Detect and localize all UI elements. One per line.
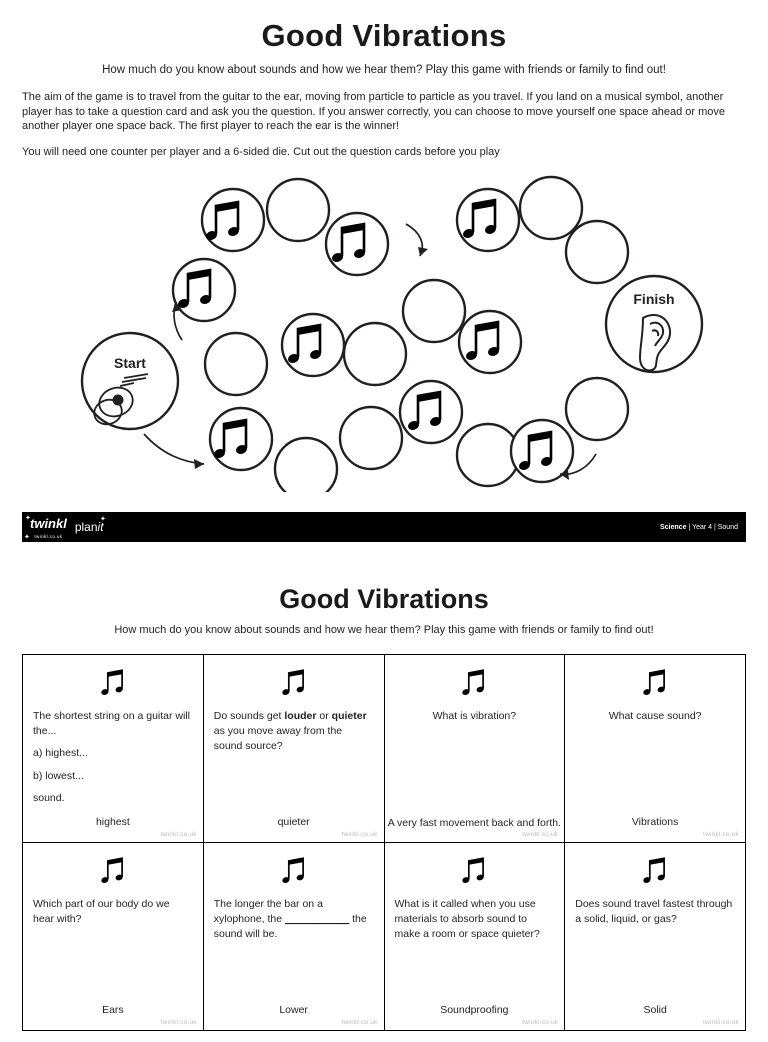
card-question: The longer the bar on a xylophone, the ___________ the sound will be.	[213, 898, 367, 941]
question-card-row	[23, 655, 746, 843]
card-question: What is it called when you use materials to absorb sound to make a room or space quieter?	[394, 898, 540, 941]
card-question: Do sounds get louder or quieter as you move away from the sound source?	[213, 710, 367, 753]
card-answer: A very fast movement back and forth.	[387, 816, 562, 829]
question-card[interactable]	[384, 655, 565, 843]
music-note-icon	[100, 853, 126, 887]
card-note-icon	[395, 665, 555, 699]
card-note-icon	[214, 665, 374, 699]
watermark: twinkl.co.uk	[522, 831, 559, 838]
twinkl-logo-url: twinkl.co.uk	[34, 534, 63, 539]
card-answer: Solid	[643, 1004, 667, 1016]
question-card[interactable]	[23, 655, 204, 843]
card-note-icon	[33, 853, 193, 887]
card-note-icon	[395, 853, 555, 887]
instructions-paragraph: The aim of the game is to travel from the guitar to the ear, moving from particle to particle as you travel. If you land on a musical symbol, another player has to take a question card and ask you the question. If you answer correctly, you can choose to move yourself one space ahead or move another player one space back. The first player to reach the ear is the winner!	[22, 91, 725, 133]
music-note-icon	[642, 853, 668, 887]
svg-text:Start: Start	[114, 354, 146, 371]
card-question: What cause sound?	[608, 710, 702, 722]
card-question: What is vibration?	[432, 710, 517, 722]
question-card[interactable]	[565, 843, 746, 1031]
card-note-icon	[575, 665, 735, 699]
watermark: twinkl.co.uk	[160, 831, 197, 838]
question-card[interactable]	[203, 843, 384, 1031]
worksheet-page-1	[0, 18, 768, 558]
card-answer: Soundproofing	[440, 1004, 509, 1016]
page2-title: Good Vibrations	[279, 584, 489, 614]
card-answer: highest	[95, 816, 130, 828]
planit-label: planit	[74, 520, 104, 534]
card-question: The shortest string on a guitar will the... a) highest... b) lowest... sound.	[33, 710, 190, 804]
worksheet-page-2	[0, 584, 768, 1031]
card-question: Does sound travel fastest through a solid, liquid, or gas?	[575, 898, 733, 926]
music-note-icon	[281, 853, 307, 887]
watermark: twinkl.co.uk	[341, 1019, 378, 1026]
page-subtitle: How much do you know about sounds and how we hear them? Play this game with friends or family to find out!	[102, 64, 666, 76]
card-note-icon	[214, 853, 374, 887]
card-question: Which part of our body do we hear with?	[33, 898, 170, 926]
banner-meta	[660, 524, 746, 531]
page-title: Good Vibrations	[261, 18, 507, 53]
watermark: twinkl.co.uk	[341, 831, 378, 838]
music-note-icon	[461, 665, 487, 699]
question-card[interactable]	[23, 843, 204, 1031]
music-note-icon	[281, 665, 307, 699]
music-note-icon	[100, 665, 126, 699]
footer-banner	[22, 512, 746, 542]
question-cards-table	[22, 654, 746, 1031]
watermark: twinkl.co.uk	[160, 1019, 197, 1026]
svg-text:Finish: Finish	[633, 290, 675, 307]
star-icon: ✦	[24, 534, 30, 541]
page2-subtitle: How much do you know about sounds and how we hear them? Play this game with friends or family to find out!	[114, 624, 654, 636]
card-note-icon	[575, 853, 735, 887]
watermark: twinkl.co.uk	[522, 1019, 559, 1026]
question-card-row	[23, 843, 746, 1031]
twinkl-logo-text: twinkl	[30, 516, 67, 531]
card-answer: quieter	[277, 816, 310, 828]
question-card[interactable]	[565, 655, 746, 843]
watermark: twinkl.co.uk	[703, 831, 739, 838]
game-board	[22, 162, 746, 492]
card-note-icon	[33, 665, 193, 699]
music-note-icon	[461, 853, 487, 887]
banner-meta-rest: | Year 4 | Sound	[688, 523, 738, 531]
card-answer: Ears	[102, 1004, 124, 1016]
brand-logo	[22, 515, 104, 539]
star-icon: ✦	[25, 515, 31, 522]
equipment-paragraph: You will need one counter per player and a 6-sided die. Cut out the question cards before you play	[22, 145, 500, 158]
question-card[interactable]	[203, 655, 384, 843]
star-icon: ✦	[100, 516, 106, 523]
question-card[interactable]	[384, 843, 565, 1031]
card-answer: Lower	[279, 1004, 308, 1016]
watermark: twinkl.co.uk	[703, 1019, 739, 1026]
card-answer: Vibrations	[631, 816, 679, 828]
music-note-icon	[642, 665, 668, 699]
banner-subject: Science	[660, 523, 687, 531]
